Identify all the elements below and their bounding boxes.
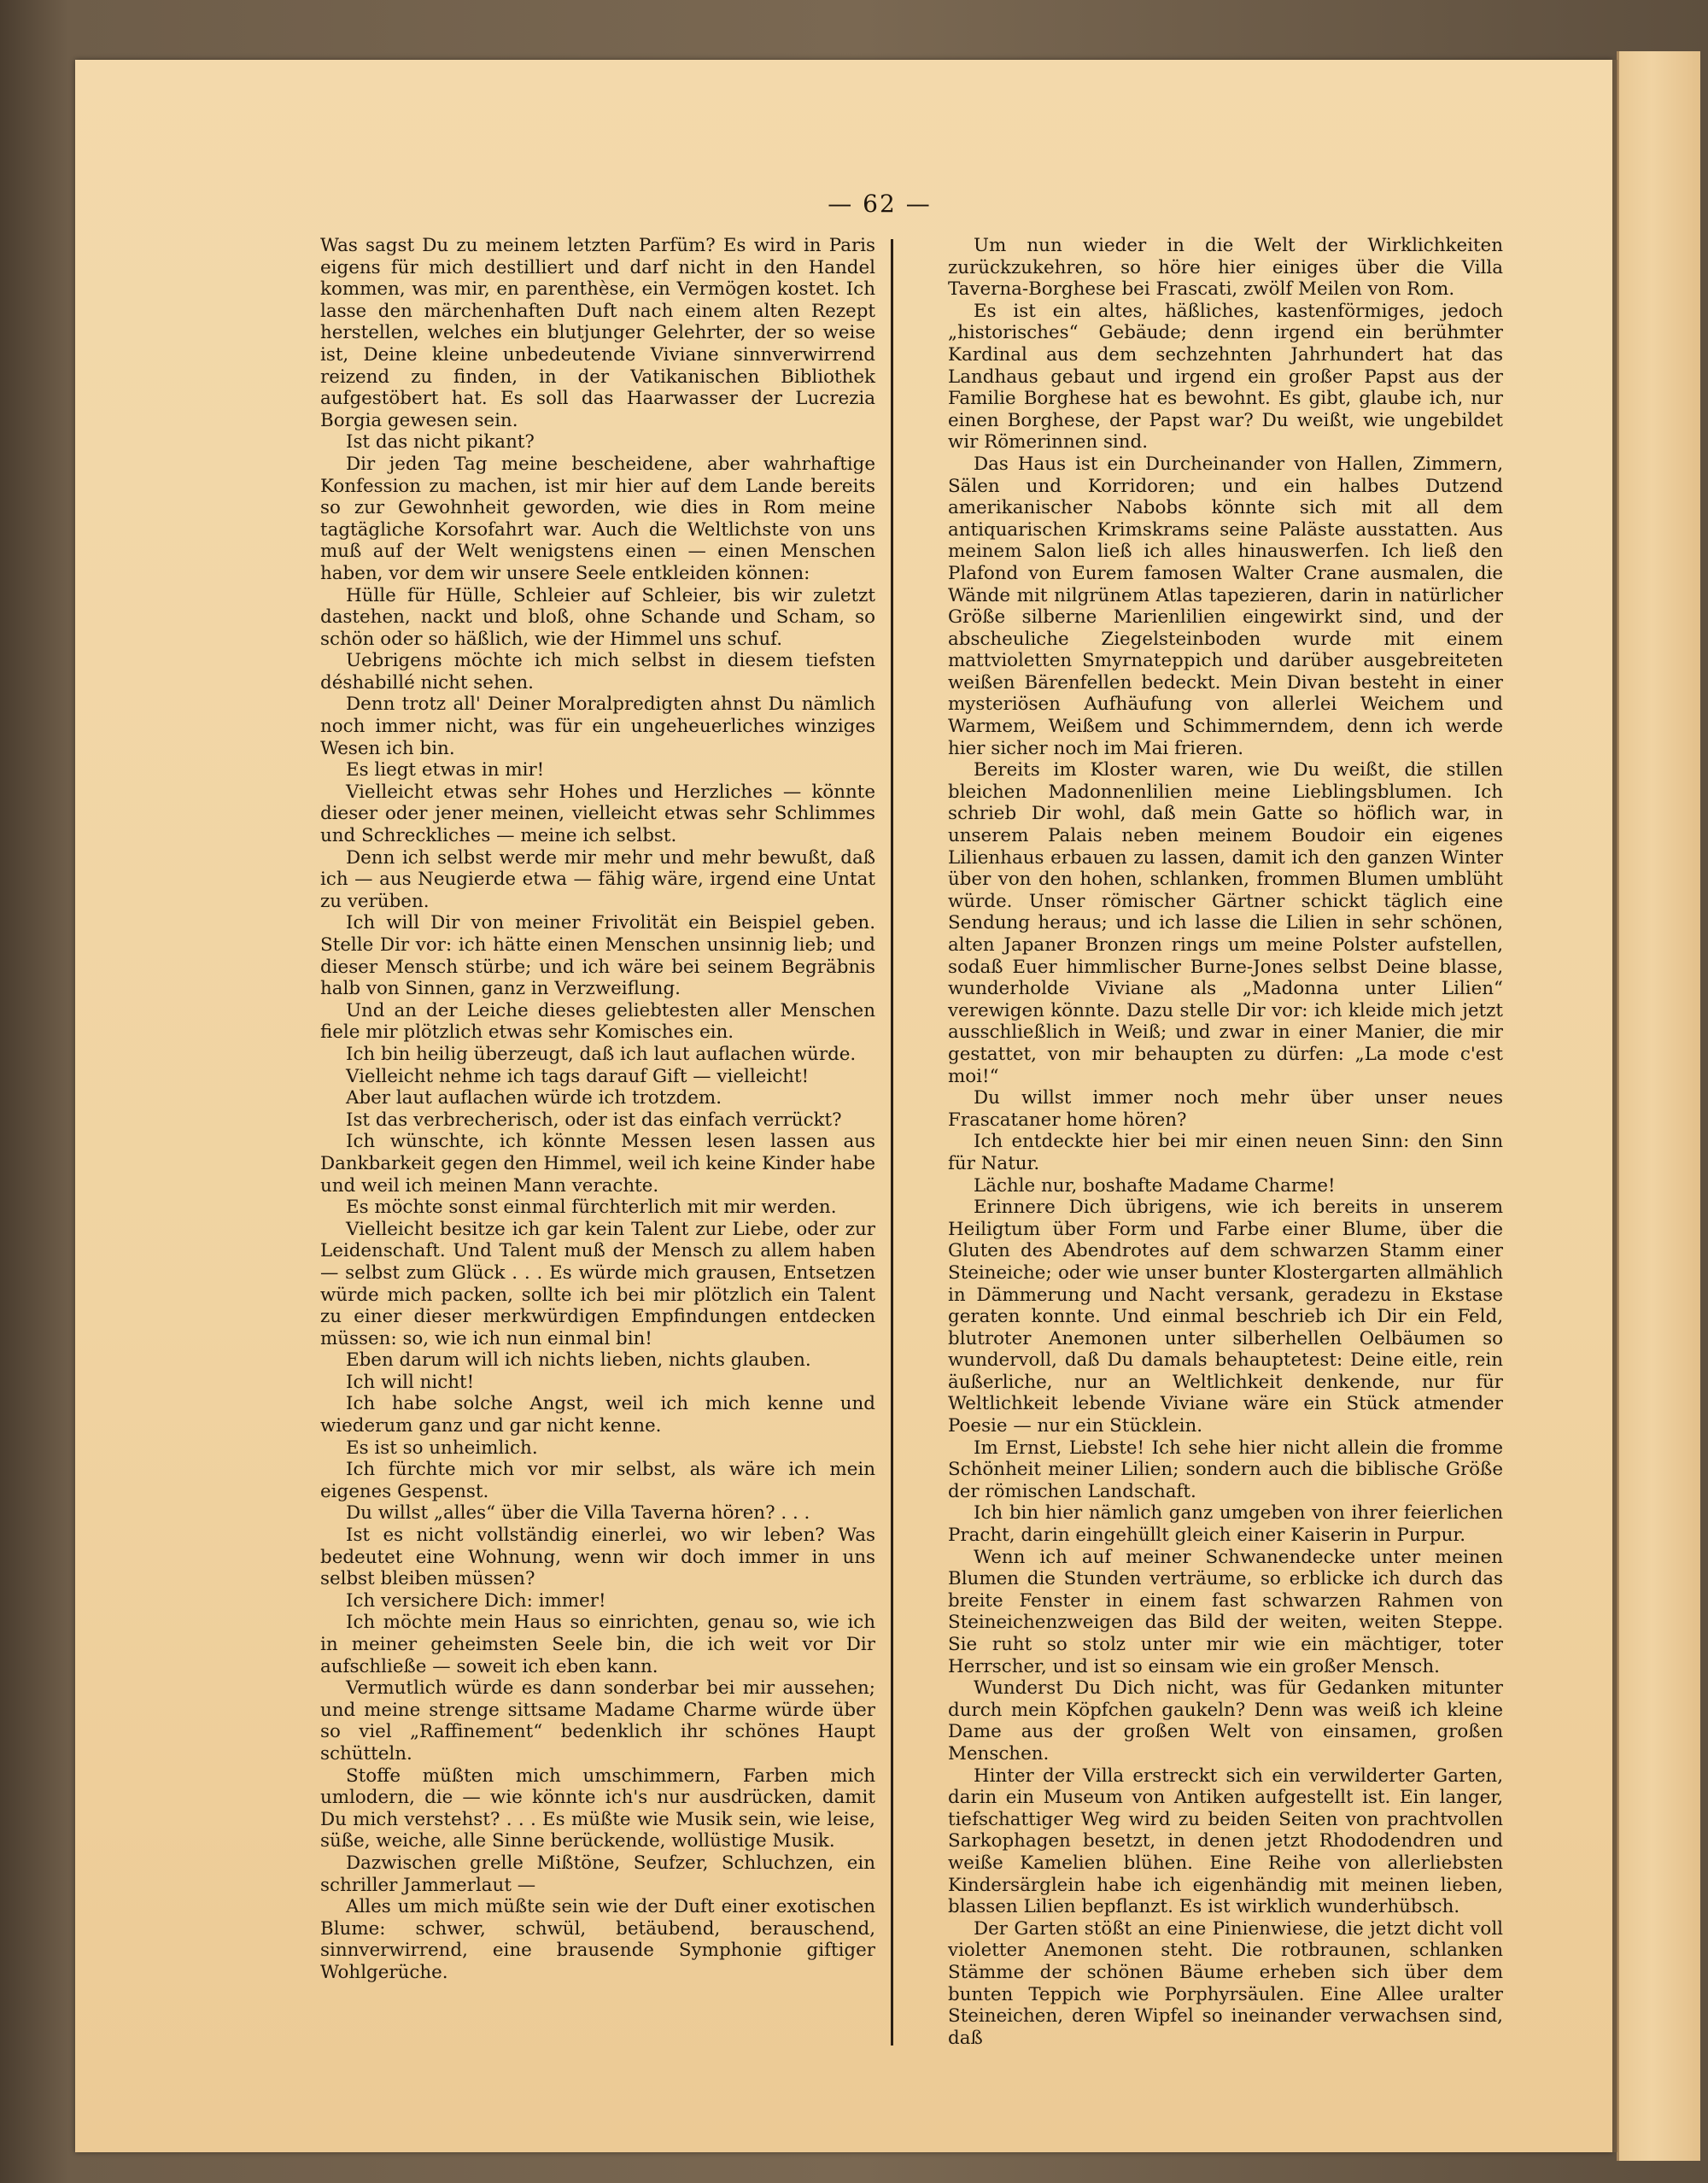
paragraph: Erinnere Dich übrigens, wie ich bereits in unserem Heiligtum über Form und Farbe einer Blume, über die Gluten des Abendrotes auf dem schwarzen Stamm einer Steineiche; oder wie unser bunter Klostergarten allmählich in Dämmerung und Nacht versank, geradezu in Ekstase geraten konnte. Und einmal beschrieb ich Dir ein Feld, blutroter Anemonen unter silberhellen Oelbäumen so wundervoll, daß Du damals behauptetest: Deine eitle, rein äußerliche, nur an Weltlichkeit denkende, nur für Weltlichkeit lebende Viviane wäre ein Stück atmender Poesie — nur ein Stücklein.	[948, 1197, 1503, 1437]
paragraph: Ist es nicht vollständig einerlei, wo wir leben? Was bedeutet eine Wohnung, wenn wir doch immer in uns selbst bleiben müssen?	[320, 1525, 875, 1590]
paragraph: Ich habe solche Angst, weil ich mich kenne und wiederum ganz und gar nicht kenne.	[320, 1393, 875, 1437]
right-text-column	[948, 235, 1503, 2049]
paragraph: Stoffe müßten mich umschimmern, Farben mich umlodern, die — wie könnte ich's nur ausdrücken, damit Du mich verstehst? . . . Es müßte wie Musik sein, wie leise, süße, weiche, alle Sinne berückende, wollüstige Musik.	[320, 1765, 875, 1852]
paragraph: Es ist so unheimlich.	[346, 1437, 538, 1459]
next-page-edge	[1617, 51, 1700, 2161]
paragraph: Ich bin hier nämlich ganz umgeben von ihrer feierlichen Pracht, darin eingehüllt gleich einer Kaiserin in Purpur.	[948, 1502, 1503, 1547]
paragraph: Ist das verbrecherisch, oder ist das einfach verrückt?	[346, 1109, 842, 1131]
paragraph: Vielleicht etwas sehr Hohes und Herzliches — könnte dieser oder jener meinen, vielleicht etwas sehr Schlimmes und Schreckliches — meine ich selbst.	[320, 781, 875, 847]
paragraph: Vermutlich würde es dann sonderbar bei mir aussehen; und meine strenge sittsame Madame Charme würde über so viel „Raffinement“ bedenklich ihr schönes Haupt schütteln.	[320, 1677, 875, 1765]
paragraph: Wunderst Du Dich nicht, was für Gedanken mitunter durch mein Köpfchen gaukeln? Denn was weiß ich kleine Dame aus der großen Welt von einsamen, großen Menschen.	[948, 1677, 1503, 1765]
paragraph: Vielleicht nehme ich tags darauf Gift — vielleicht!	[346, 1065, 810, 1087]
paragraph: Du willst immer noch mehr über unser neues Frascataner home hören?	[948, 1087, 1503, 1131]
paragraph: Ich entdeckte hier bei mir einen neuen Sinn: den Sinn für Natur.	[948, 1131, 1503, 1174]
paragraph: Es ist ein altes, häßliches, kastenförmiges, jedoch „historisches“ Gebäude; denn irgend ein berühmter Kardinal aus dem sechzehnten Jahrhundert hat das Landhaus gebaut und irgend ein großer Papst aus der Familie Borghese hat es bewohnt. Es gibt, glaube ich, nur einen Borghese, der Papst war? Du weißt, wie ungebildet wir Römerinnen sind.	[948, 300, 1503, 454]
paragraph: Und an der Leiche dieses geliebtesten aller Menschen fiele mir plötzlich etwas sehr Komisches ein.	[320, 999, 875, 1044]
paragraph: Ich versichere Dich: immer!	[346, 1589, 606, 1612]
paragraph: Es liegt etwas in mir!	[346, 759, 545, 781]
paragraph: Bereits im Kloster waren, wie Du weißt, die stillen bleichen Madonnenlilien meine Lieblingsblumen. Ich schrieb Dir wohl, daß mein Gatte so höflich war, in unserem Palais neben meinem Boudoir ein eigenes Lilienhaus erbauen zu lassen, damit ich den ganzen Winter über von den hohen, schlanken, frommen Blumen umblüht würde. Unser römischer Gärtner schickt täglich eine Sendung heraus; und ich lasse die Lilien in sehr schönen, alten Japaner Bronzen rings um meine Polster aufstellen, sodaß Euer himmlischer Burne-Jones selbst Deine blasse, wunderholde Viviane als „Madonna unter Lilien“ verewigen könnte. Dazu stelle Dir vor: ich kleide mich jetzt ausschließlich in Weiß; und zwar in einer Manier, die mir gestattet, von mir behaupten zu dürfen: „La mode c'est moi!“	[948, 759, 1503, 1087]
paragraph: Wenn ich auf meiner Schwanendecke unter meinen Blumen die Stunden verträume, so erblicke ich durch das breite Fenster in einem fast schwarzen Rahmen von Steineichenzweigen das Bild der weiten, weiten Steppe. Sie ruht so stolz unter mir wie ein mächtiger, toter Herrscher, und ist so einsam wie ein großer Mensch.	[948, 1546, 1503, 1677]
column-divider	[891, 239, 893, 2045]
paragraph: Im Ernst, Liebste! Ich sehe hier nicht allein die fromme Schönheit meiner Lilien; sondern auch die biblische Größe der römischen Landschaft.	[948, 1437, 1503, 1502]
paragraph: Ich möchte mein Haus so einrichten, genau so, wie ich in meiner geheimsten Seele bin, die ich weit vor Dir aufschließe — soweit ich eben kann.	[320, 1612, 875, 1677]
paragraph: Denn trotz all' Deiner Moralpredigten ahnst Du nämlich noch immer nicht, was für ein ungeheuerliches winziges Wesen ich bin.	[320, 694, 875, 759]
left-text-column	[320, 235, 875, 1984]
paragraph: Ich will Dir von meiner Frivolität ein Beispiel geben. Stelle Dir vor: ich hätte einen Menschen unsinnig lieb; und dieser Mensch stürbe; und ich wäre bei seinem Begräbnis halb von Sinnen, ganz in Verzweiflung.	[320, 912, 875, 1000]
paragraph: Es möchte sonst einmal fürchterlich mit mir werden.	[346, 1197, 837, 1219]
paragraph: Eben darum will ich nichts lieben, nichts glauben.	[346, 1349, 811, 1372]
page-edge-shadow	[1612, 60, 1617, 2152]
paragraph: Dir jeden Tag meine bescheidene, aber wahrhaftige Konfession zu machen, ist mir hier auf dem Lande bereits so zur Gewohnheit geworden, wie dies in Rom meine tagtägliche Korsofahrt war. Auch die Weltlichste von uns muß auf der Welt wenigstens einen — einen Menschen haben, vor dem wir unsere Seele entkleiden können:	[320, 453, 875, 584]
paragraph: Denn ich selbst werde mir mehr und mehr bewußt, daß ich — aus Neugierde etwa — fähig wäre, irgend eine Untat zu verüben.	[320, 846, 875, 912]
paragraph: Ich will nicht!	[346, 1371, 475, 1393]
paragraph: Ich wünschte, ich könnte Messen lesen lassen aus Dankbarkeit gegen den Himmel, weil ich keine Kinder habe und weil ich meinen Mann verachte.	[320, 1131, 875, 1197]
paragraph: Lächle nur, boshafte Madame Charme!	[974, 1174, 1336, 1197]
paragraph: Alles um mich müßte sein wie der Duft einer exotischen Blume: schwer, schwül, betäubend, berauschend, sinnverwirrend, eine brausende Symphonie giftiger Wohlgerüche.	[320, 1896, 875, 1983]
paragraph: Um nun wieder in die Welt der Wirklichkeiten zurückzukehren, so höre hier einiges über die Villa Taverna-Borghese bei Frascati, zwölf Meilen von Rom.	[948, 235, 1503, 301]
paragraph: Ich bin heilig überzeugt, daß ich laut auflachen würde.	[346, 1043, 857, 1065]
paragraph: Das Haus ist ein Durcheinander von Hallen, Zimmern, Sälen und Korridoren; und ein halbes Dutzend amerikanischer Nabobs könnte sich mit all dem antiquarischen Krimskrams seine Paläste ausstatten. Aus meinem Salon ließ ich alles hinauswerfen. Ich ließ den Plafond von Eurem famosen Walter Crane ausmalen, die Wände mit nilgrünem Atlas tapezieren, darin in natürlicher Größe silberne Marienlilien eingewirkt sind, und der abscheuliche Ziegelsteinboden wurde mit einem mattvioletten Smyrnateppich und darüber ausgebreiteten weißen Bärenfellen bedeckt. Mein Divan besteht in einer mysteriösen Aufhäufung von allerlei Weichem und Warmem, Weißem und Schimmerndem, denn ich werde hier sicher noch im Mai frieren.	[948, 453, 1503, 759]
paragraph: Ist das nicht pikant?	[346, 431, 535, 454]
paragraph: Dazwischen grelle Mißtöne, Seufzer, Schluchzen, ein schriller Jammerlaut —	[320, 1852, 875, 1896]
paragraph: Uebrigens möchte ich mich selbst in diesem tiefsten déshabillé nicht sehen.	[320, 650, 875, 694]
page-number: — 62 —	[828, 190, 932, 218]
paragraph: Ich fürchte mich vor mir selbst, als wäre ich mein eigenes Gespenst.	[320, 1459, 875, 1502]
paragraph: Du willst „alles“ über die Villa Taverna hören? . . .	[346, 1502, 810, 1525]
paragraph: Hinter der Villa erstreckt sich ein verwilderter Garten, darin ein Museum von Antiken aufgestellt ist. Ein langer, tiefschattiger Weg wird zu beiden Seiten von prachtvollen Sarkophagen besetzt, in denen jetzt Rhododendren und weiße Kamelien blühen. Eine Reihe von allerliebsten Kindersärglein habe ich eigenhändig mit meinen lieben, blassen Lilien bepflanzt. Es ist wirklich wunderhübsch.	[948, 1765, 1503, 1918]
paragraph: Aber laut auflachen würde ich trotzdem.	[346, 1087, 722, 1109]
paragraph: Hülle für Hülle, Schleier auf Schleier, bis wir zuletzt dastehen, nackt und bloß, ohne Schande und Scham, so schön oder so häßlich, wie der Himmel uns schuf.	[320, 584, 875, 650]
paragraph: Vielleicht besitze ich gar kein Talent zur Liebe, oder zur Leidenschaft. Und Talent muß der Mensch zu allem haben — selbst zum Glück . . . Es würde mich grausen, Entsetzen würde mich packen, sollte ich bei mir plötzlich ein Talent zu einer dieser merkwürdigen Empfindungen entdecken müssen: so, wie ich nun einmal bin!	[320, 1218, 875, 1349]
paragraph: Der Garten stößt an eine Pinienwiese, die jetzt dicht voll violetter Anemonen steht. Die rotbraunen, schlanken Stämme der schönen Bäume erheben sich über dem bunten Teppich wie Porphyrsäulen. Eine Allee uralter Steineichen, deren Wipfel so ineinander verwachsen sind, daß	[948, 1917, 1503, 2049]
paragraph: Was sagst Du zu meinem letzten Parfüm? Es wird in Paris eigens für mich destilliert und darf nicht in den Handel kommen, was mir, en parenthèse, ein Vermögen kostet. Ich lasse den märchenhaften Duft nach einem alten Rezept herstellen, welches ein blutjunger Gelehrter, der so weise ist, Deine kleine unbedeutende Viviane sinnverwirrend reizend zu finden, in der Vatikanischen Bibliothek aufgestöbert hat. Es soll das Haarwasser der Lucrezia Borgia gewesen sein.	[320, 235, 875, 431]
